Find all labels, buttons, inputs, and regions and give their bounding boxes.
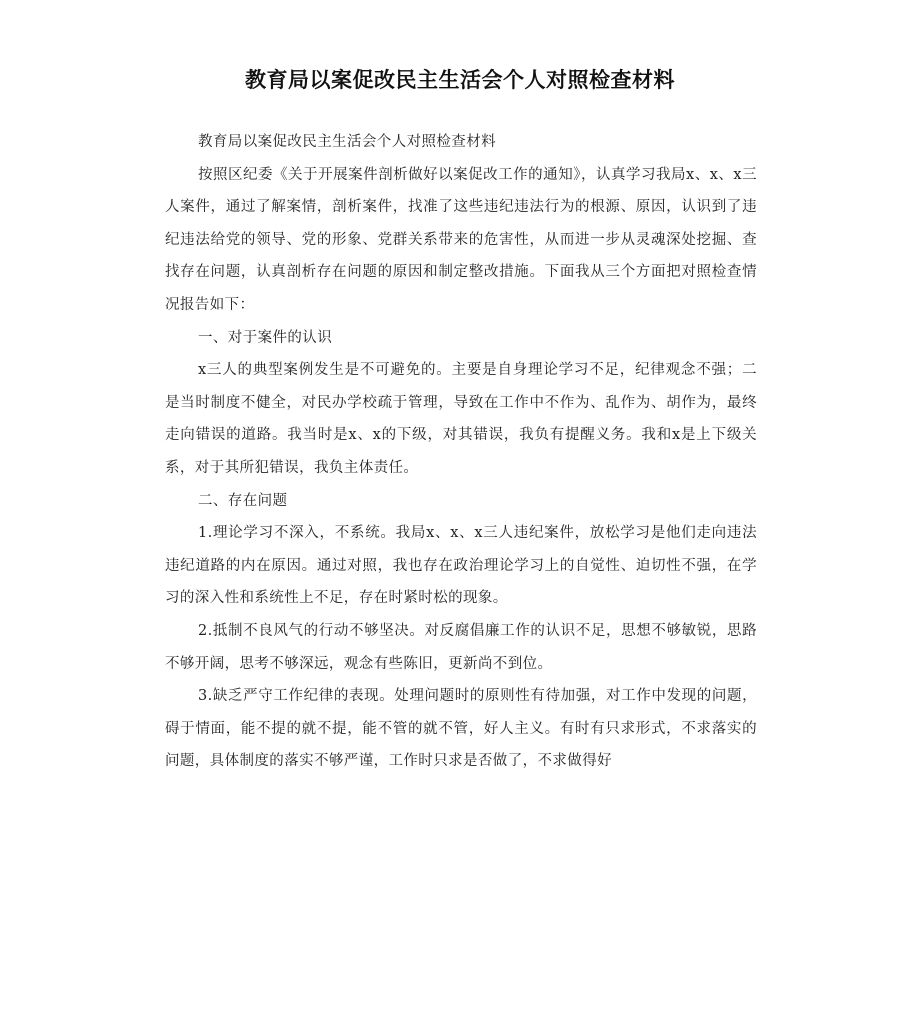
paragraph-issue-3: 3.缺乏严守工作纪律的表现。处理问题时的原则性有待加强，对工作中发现的问题，碍于情面，能不提的就不提，能不管的就不管，好人主义。有时有只求形式，不求落实的问题，具体制度的落实不够严谨，工作时只求是否做了，不求做得好 bbox=[165, 688, 757, 770]
paragraph-subtitle: 教育局以案促改民主生活会个人对照检查材料 bbox=[198, 134, 496, 150]
paragraph-case-understanding: x三人的典型案例发生是不可避免的。主要是自身理论学习不足，纪律观念不强；二是当时制度不健全，对民办学校疏于管理，导致在工作中不作为、乱作为、胡作为，最终走向错误的道路。我当时是x、x的下级，对其错误，我负有提醒义务。我和x是上下级关系，对于其所犯错误，我负主体责任。 bbox=[165, 362, 757, 476]
section-heading-2: 二、存在问题 bbox=[198, 492, 288, 509]
document-body bbox=[165, 126, 757, 778]
paragraph-issue-2: 2.抵制不良风气的行动不够坚决。对反腐倡廉工作的认识不足，思想不够敏锐，思路不够开阔，思考不够深远，观念有些陈旧，更新尚不到位。 bbox=[165, 622, 757, 672]
paragraph-intro: 按照区纪委《关于开展案件剖析做好以案促改工作的通知》，认真学习我局x、x、x三人案件，通过了解案情，剖析案件，找准了这些违纪违法行为的根源、原因，认识到了违纪违法给党的领导、党的形象、党群关系带来的危害性，从而进一步从灵魂深处挖掘、查找存在问题，认真剖析存在问题的原因和制定整改措施。下面我从三个方面把对照检查情况报告如下： bbox=[165, 166, 757, 313]
paragraph-issue-1: 1.理论学习不深入，不系统。我局x、x、x三人违纪案件，放松学习是他们走向违法违纪道路的内在原因。通过对照，我也存在政治理论学习上的自觉性、迫切性不强，在学习的深入性和系统性上不足，存在时紧时松的现象。 bbox=[165, 525, 757, 607]
section-heading-1: 一、对于案件的认识 bbox=[198, 329, 333, 346]
document-title: 教育局以案促改民主生活会个人对照检查材料 bbox=[245, 68, 675, 92]
